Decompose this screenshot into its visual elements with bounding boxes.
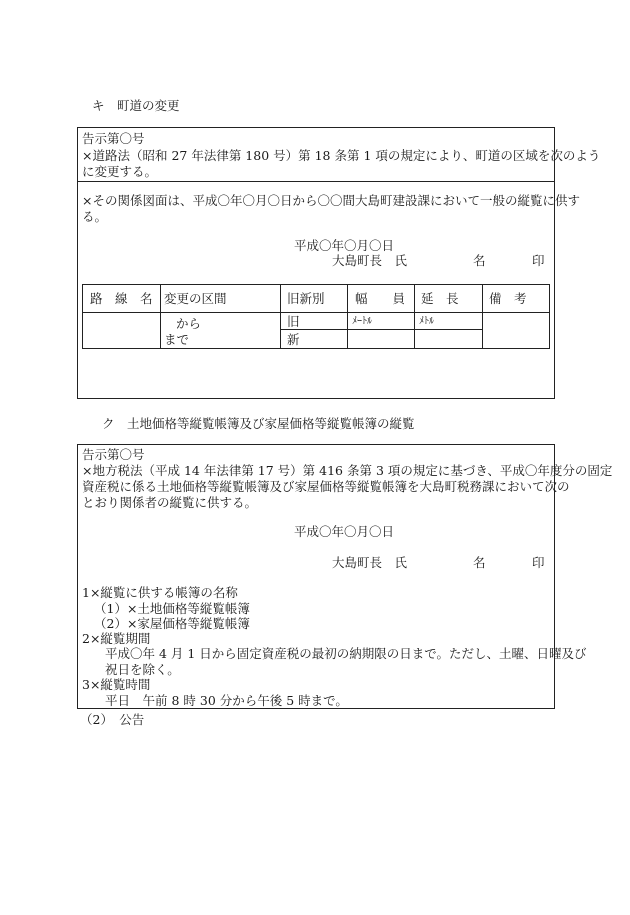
list-item: 祝日を除く。 <box>105 662 180 677</box>
notice-body-line: 資産税に係る土地価格等縦覧帳簿及び家屋価格等縦覧帳簿を大島町税務課において次の <box>82 479 570 494</box>
inspection-line: る。 <box>82 209 108 224</box>
header-remarks: 備 考 <box>489 291 527 306</box>
notice-body-line: に変更する。 <box>82 164 158 179</box>
table-col-rule <box>414 284 415 349</box>
new-label: 新 <box>287 332 300 347</box>
seal-mark: 印 <box>532 555 545 570</box>
section-heading-ku: ク 土地価格等縦覧帳簿及び家屋価格等縦覧帳簿の縦覧 <box>102 416 415 431</box>
inspection-line: ×その関係図面は、平成〇年〇月〇日から〇〇間大島町建設課において一般の縦覧に供す <box>82 193 580 208</box>
list-item: 3×縦覧時間 <box>82 677 151 692</box>
section-to: まで <box>164 332 190 347</box>
notice-body-line: ×道路法（昭和 27 年法律第 180 号）第 18 条第 1 項の規定により、町道の区域を次のよう <box>82 148 601 163</box>
section-from: から <box>176 316 202 331</box>
table-row-rule <box>280 329 482 330</box>
header-width: 幅 員 <box>355 291 406 306</box>
table-header-rule <box>82 312 550 313</box>
header-old-new: 旧新別 <box>287 291 325 306</box>
header-section: 変更の区間 <box>164 291 227 306</box>
notice-date: 平成〇年〇月〇日 <box>294 238 395 253</box>
section-heading-ki: キ 町道の変更 <box>92 98 180 113</box>
signer-name: 名 <box>473 253 486 268</box>
old-label: 旧 <box>287 314 300 329</box>
notice-number: 告示第〇号 <box>82 131 145 146</box>
list-item: 2×縦覧期間 <box>82 631 151 646</box>
signer-title: 大島町長 氏 <box>332 253 408 268</box>
table-col-rule <box>482 284 483 349</box>
list-item: 平日 午前 8 時 30 分から午後 5 時まで。 <box>105 693 348 708</box>
divider <box>77 181 555 182</box>
header-length: 延 長 <box>421 291 459 306</box>
list-item: 平成〇年 4 月 1 日から固定資産税の最初の納期限の日まで。ただし、土曜、日曜及び <box>105 646 587 661</box>
notice-date: 平成〇年〇月〇日 <box>294 524 395 539</box>
table-col-rule <box>347 284 348 349</box>
notice-number: 告示第〇号 <box>82 447 145 462</box>
list-item: （2）×家屋価格等縦覧帳簿 <box>94 616 250 631</box>
notice-body-line: ×地方税法（平成 14 年法律第 17 号）第 416 条第 3 項の規定に基づき、平成〇年度分の固定 <box>82 463 613 478</box>
list-item: 1×縦覧に供する帳簿の名称 <box>82 585 238 600</box>
signer-name: 名 <box>473 555 486 570</box>
notice-body-line: とおり関係者の縦覧に供する。 <box>82 495 258 510</box>
table-col-rule <box>160 284 161 349</box>
signer-title: 大島町長 氏 <box>332 555 408 570</box>
length-unit: ﾒﾄﾙ <box>419 316 434 327</box>
table-col-rule <box>280 284 281 349</box>
list-item: （1）×土地価格等縦覧帳簿 <box>94 601 250 616</box>
footer-label: （2） 公告 <box>80 712 145 727</box>
width-unit: ﾒｰﾄﾙ <box>352 316 372 327</box>
seal-mark: 印 <box>532 253 545 268</box>
header-route-name: 路 線 名 <box>90 291 153 306</box>
